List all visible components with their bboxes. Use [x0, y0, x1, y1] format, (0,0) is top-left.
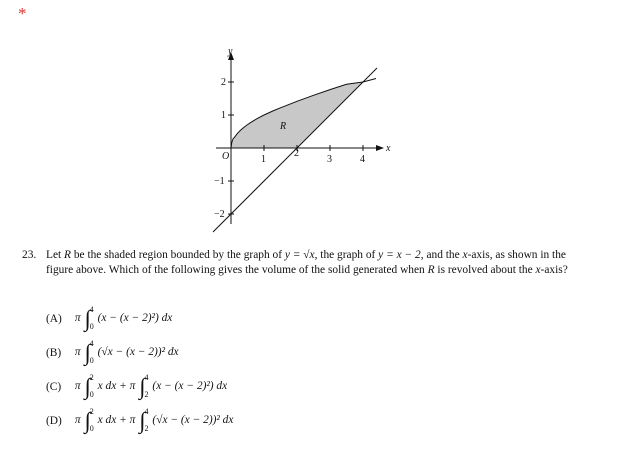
x-tick-label-2: 2 [294, 148, 299, 159]
choice-c[interactable] [46, 374, 227, 404]
region-label: R [280, 121, 287, 132]
y-tick-label-2: 2 [221, 77, 226, 88]
choice-label: (B) [46, 346, 62, 359]
choice-expression: π ∫ 2 0 x dx + π ∫ 4 2 (√x − (x − 2))² dx [74, 407, 234, 433]
y-tick-label-neg1: −1 [214, 176, 225, 187]
asterisk-marker: * [18, 4, 27, 23]
x-tick-label-4: 4 [360, 154, 365, 165]
origin-label: O [222, 151, 230, 162]
choice-expression: π ∫ 2 0 x dx + π ∫ 4 2 (x − (x − 2)²) dx [74, 373, 228, 399]
choice-d[interactable] [46, 408, 233, 438]
x-tick-label-1: 1 [261, 154, 266, 165]
y-tick-label-neg2: −2 [214, 209, 225, 220]
shaded-region-r [231, 82, 363, 148]
question-23 [22, 248, 592, 278]
x-axis-label: x [386, 143, 391, 154]
choice-label: (C) [46, 380, 62, 393]
choice-a[interactable] [46, 306, 172, 336]
integral-sign: ∫ 4 2 [139, 373, 149, 399]
region-graph [200, 44, 400, 234]
integral-sign: ∫ 4 2 [139, 407, 149, 433]
choice-expression: π ∫ 4 0 (x − (x − 2)²) dx [74, 305, 173, 331]
y-tick-label-1: 1 [221, 110, 226, 121]
choice-label: (D) [46, 414, 62, 427]
integral-sign: ∫ 4 0 [84, 305, 94, 331]
integral-sign: ∫ 2 0 [84, 407, 94, 433]
integral-sign: ∫ 4 0 [84, 339, 94, 365]
x-tick-label-3: 3 [327, 154, 332, 165]
question-stem: Let R be the shaded region bounded by the graph of y = √x, the graph of y = x − 2, and the x-axis, as shown in the figure above. Which of the following gives the volume of the solid generated when R is revolved about the x-axis? [46, 249, 568, 276]
x-axis-arrow [376, 145, 384, 151]
question-number: 23. [22, 249, 37, 261]
choice-label: (A) [46, 312, 62, 325]
choice-b[interactable] [46, 340, 179, 370]
choice-expression: π ∫ 4 0 (√x − (x − 2))² dx [74, 339, 179, 365]
integral-sign: ∫ 2 0 [84, 373, 94, 399]
y-axis-label: y [228, 46, 233, 57]
